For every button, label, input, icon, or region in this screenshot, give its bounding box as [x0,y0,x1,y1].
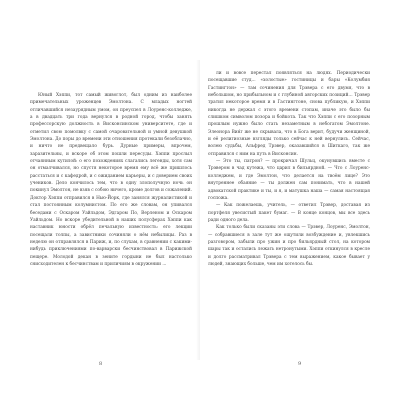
paragraph: — Как пожелаешь, учитель, — ответил Трэвер, доставая из портфеля увесистый пакет бумаг. — В конце концов, мы все здесь ради одного дела. [208,203,370,223]
right-page-text [208,70,370,268]
paragraph: — Это ты, патрон? — прокричал Шульц, окунувшись вместе с Трэвером в чад кутежа, что царил в бильярдной. — Что с Лоуренс-колледжем, и где Эмолтон, что делается на твоём лице? Это внутреннее обаяние — ты должен сам понимать, что в нашей адвокатской практике и ты, и я, и матушка наша — самая настоящая госпожа. [208,159,370,201]
page-number-right: 9 [298,361,302,367]
paragraph: Юный Хэппи, тот самый живоглот, был одним из наиболее примечательных уроженцев Эмолтона. С младых ногтей отличавшийся незаурядным умом, он преуспел в Лоуренс-колледже, а в двадцать три года вернулся в родной город, чтобы занять профессорскую должность в Висконсинском университете, где и отметил свою помолвку с самой очаровательной и умной девушкой Эмолтона. До поры до времени эти отношения протекали безоблачно, и ничто не предвещало бурь. Дурные примеры, впрочем, заразительны, и вскоре об этом пошли пересуды. Хэппи прослыл отчаянным кутилой: о его похождениях слагались легенды, хотя сам он отмалчивался, но спустя некоторое время ему всё же пришлось расстаться и с кафедрой, и с ожиданием карьеры, и с доверием своих учеников. Дело кончилось тем, что в одну злополучную ночь он покинул Эмолтон, не взяв с собою ничего, кроме долгов и сожалений. Доктор Хэппи отправился в Нью-Йорк, где занялся журналистикой и стал постоянным колумнистом. По его же словам, он упивался беседами с Оскаром Уайльдом, Эдгаром По, Верленом и Оскаром Уайльдом. Но вскоре убедительной в наших полусферах Хэппи как наставник юности обрёл печальную известность: его лекции посещали толпы, а завистники сочиняли о нём небылицы. Раз в неделю он отправлялся в Париж, и, по слухам, в сравнении с какими-нибудь приключениями по-варварски бесчинствовал в Парижской пещере. Молодой декан в зените гордыни не был настолько снисходителен к бесчинствам и приличиям в окружении ... [30,93,192,267]
right-page [200,0,400,400]
page-number-left: 8 [99,361,103,367]
paragraph: Как только были сказаны эти слова — Трэвер, Лоуренс, Эмолтон, — собравшиеся в зале тут же ощутили возбуждение и, увлекшись разговором, забыли про ужин и про бильярдный стол, на котором шары так и остались лежать нетронутыми. Хэппи откинулся в кресле и долго рассматривал Трэвера с тем выражением, какое бывает у людей, знающих больше, чем им хотелось бы. [208,225,370,267]
paragraph: ли и вовсе перестал появляться на людях. Периодически посещавшие студ... «холостые» гостиницы и бары «Колумбия Гастингтон» — там сочинения для Трэвера с его двумя, что в небольшом, но прибыльном и с глубиной авторских позиций… Трэвер тратил некоторое время и в Гастингтоне, снова публикую, и Хэппи никогда не держал с этого времени стопам, иначе это было бы слишком символом позора и бойкота. Так что Хэппи с его позорным прошлым нужно было стать незаметным в небогатом Эмолтоне. Элеонора Вин́г же не скрывала, что в Бога верит, будучи женщиной, и её религиозные взгляды только сейчас к ней вернулись. Сейчас, волею судьбы, Альфред Трэвер, оказавшийся в Шиткаго, так же отправился с ним на путь в Висконсин. [208,71,370,157]
left-page-text [30,92,192,268]
